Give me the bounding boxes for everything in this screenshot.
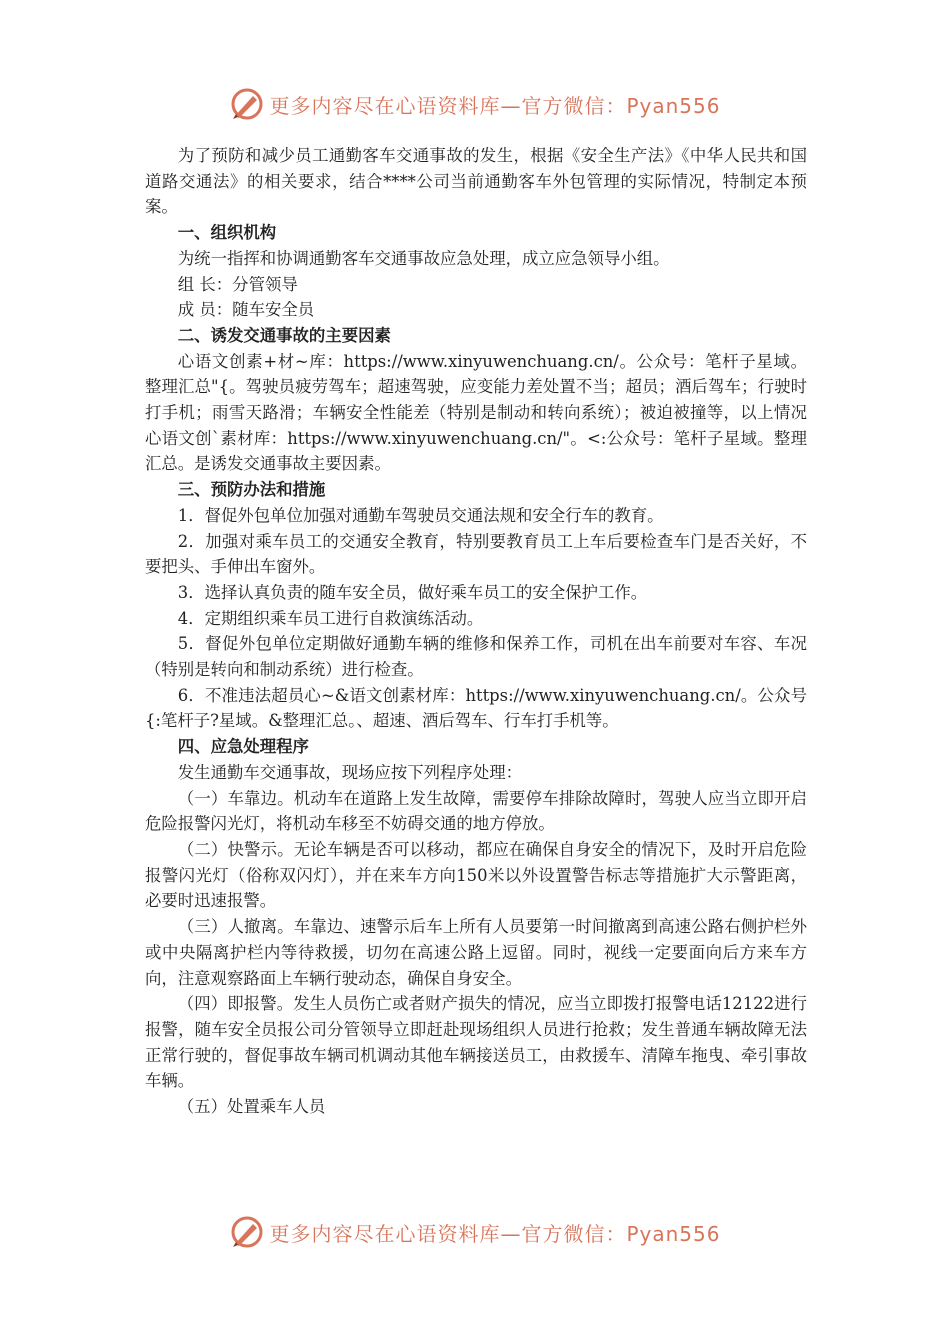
header-banner <box>0 84 950 124</box>
section-heading: 三、预防办法和措施 <box>177 480 326 500</box>
paragraph: 组 长：分管领导 <box>177 274 298 294</box>
footer-banner <box>0 1212 950 1252</box>
banner-text: 更多内容尽在心语资料库—官方微信：Pyan556 <box>269 1221 721 1246</box>
banner-text: 更多内容尽在心语资料库—官方微信：Pyan556 <box>269 93 721 118</box>
paragraph: 心语文创素+材~库：https://www.xinyuwenchuang.cn/。公众号：笔杆子星域。整理汇总"{。驾驶员疲劳驾车；超速驾驶，应变能力差处置不当；超员；酒后驾车；行驶时打手机；雨雪天路滑；车辆安全性能差（特别是制动和转向系统）；被迫被撞等，以上情况心语文创`素材库：https://www.xinyuwenchuang.cn/"。<:公众号：笔杆子星域。整理汇总。是诱发交通事故主要因素。 <box>145 351 807 474</box>
paragraph: 2．加强对乘车员工的交通安全教育，特别要教育员工上车后要检查车门是否关好，不要把头、手伸出车窗外。 <box>145 531 807 577</box>
section-heading: 二、诱发交通事故的主要因素 <box>177 325 391 345</box>
paragraph: 1．督促外包单位加强对通勤车驾驶员交通法规和安全行车的教育。 <box>177 505 664 525</box>
paragraph: 5．督促外包单位定期做好通勤车辆的维修和保养工作，司机在出车前要对车容、车况（特别是转向和制动系统）进行检查。 <box>145 634 807 680</box>
paragraph: 3．选择认真负责的随车安全员，做好乘车员工的安全保护工作。 <box>177 582 648 602</box>
paragraph: 发生通勤车交通事故，现场应按下列程序处理： <box>177 762 522 782</box>
paragraph: （二）快警示。无论车辆是否可以移动，都应在确保自身安全的情况下，及时开启危险报警闪光灯（俗称双闪灯），并在来车方向150米以外设置警告标志等措施扩大示警距离，必要时迅速报警。 <box>145 839 807 911</box>
document-body <box>145 143 807 1120</box>
paragraph: （三）人撤离。车靠边、速警示后车上所有人员要第一时间撤离到高速公路右侧护栏外或中央隔离护栏内等待救援，切勿在高速公路上逗留。同时，视线一定要面向后方来车方向，注意观察路面上车辆行驶动态，确保自身安全。 <box>145 917 807 988</box>
paragraph: 6．不准违法超员心~&语文创素材库：https://www.xinyuwenchuang.cn/。公众号{:笔杆子?星域。&整理汇总。、超速、酒后驾车、行车打手机等。 <box>145 685 807 731</box>
paragraph: 4．定期组织乘车员工进行自救演练活动。 <box>177 608 484 628</box>
section-heading: 一、组织机构 <box>177 223 277 243</box>
paragraph: （一）车靠边。机动车在道路上发生故障，需要停车排除故障时，驾驶人应当立即开启危险报警闪光灯，将机动车移至不妨碍交通的地方停放。 <box>145 788 807 834</box>
paragraph: （五）处置乘车人员 <box>177 1097 326 1117</box>
paragraph: 成 员：随车安全员 <box>177 300 315 320</box>
paragraph: （四）即报警。发生人员伤亡或者财产损失的情况，应当立即拨打报警电话12122进行报警，随车安全员报公司分管领导立即赶赴现场组织人员进行抢救；发生普通车辆故障无法正常行驶的，督促事故车辆司机调动其他车辆接送员工，由救援车、清障车拖曳、牵引事故车辆。 <box>145 994 807 1091</box>
pen-circle-logo-icon <box>229 86 265 122</box>
section-heading: 四、应急处理程序 <box>177 737 309 757</box>
paragraph: 为统一指挥和协调通勤客车交通事故应急处理，成立应急领导小组。 <box>177 248 670 268</box>
pen-circle-logo-icon <box>229 1214 265 1250</box>
paragraph: 为了预防和减少员工通勤客车交通事故的发生，根据《安全生产法》《中华人民共和国道路交通法》的相关要求，结合****公司当前通勤客车外包管理的实际情况，特制定本预案。 <box>145 146 807 217</box>
